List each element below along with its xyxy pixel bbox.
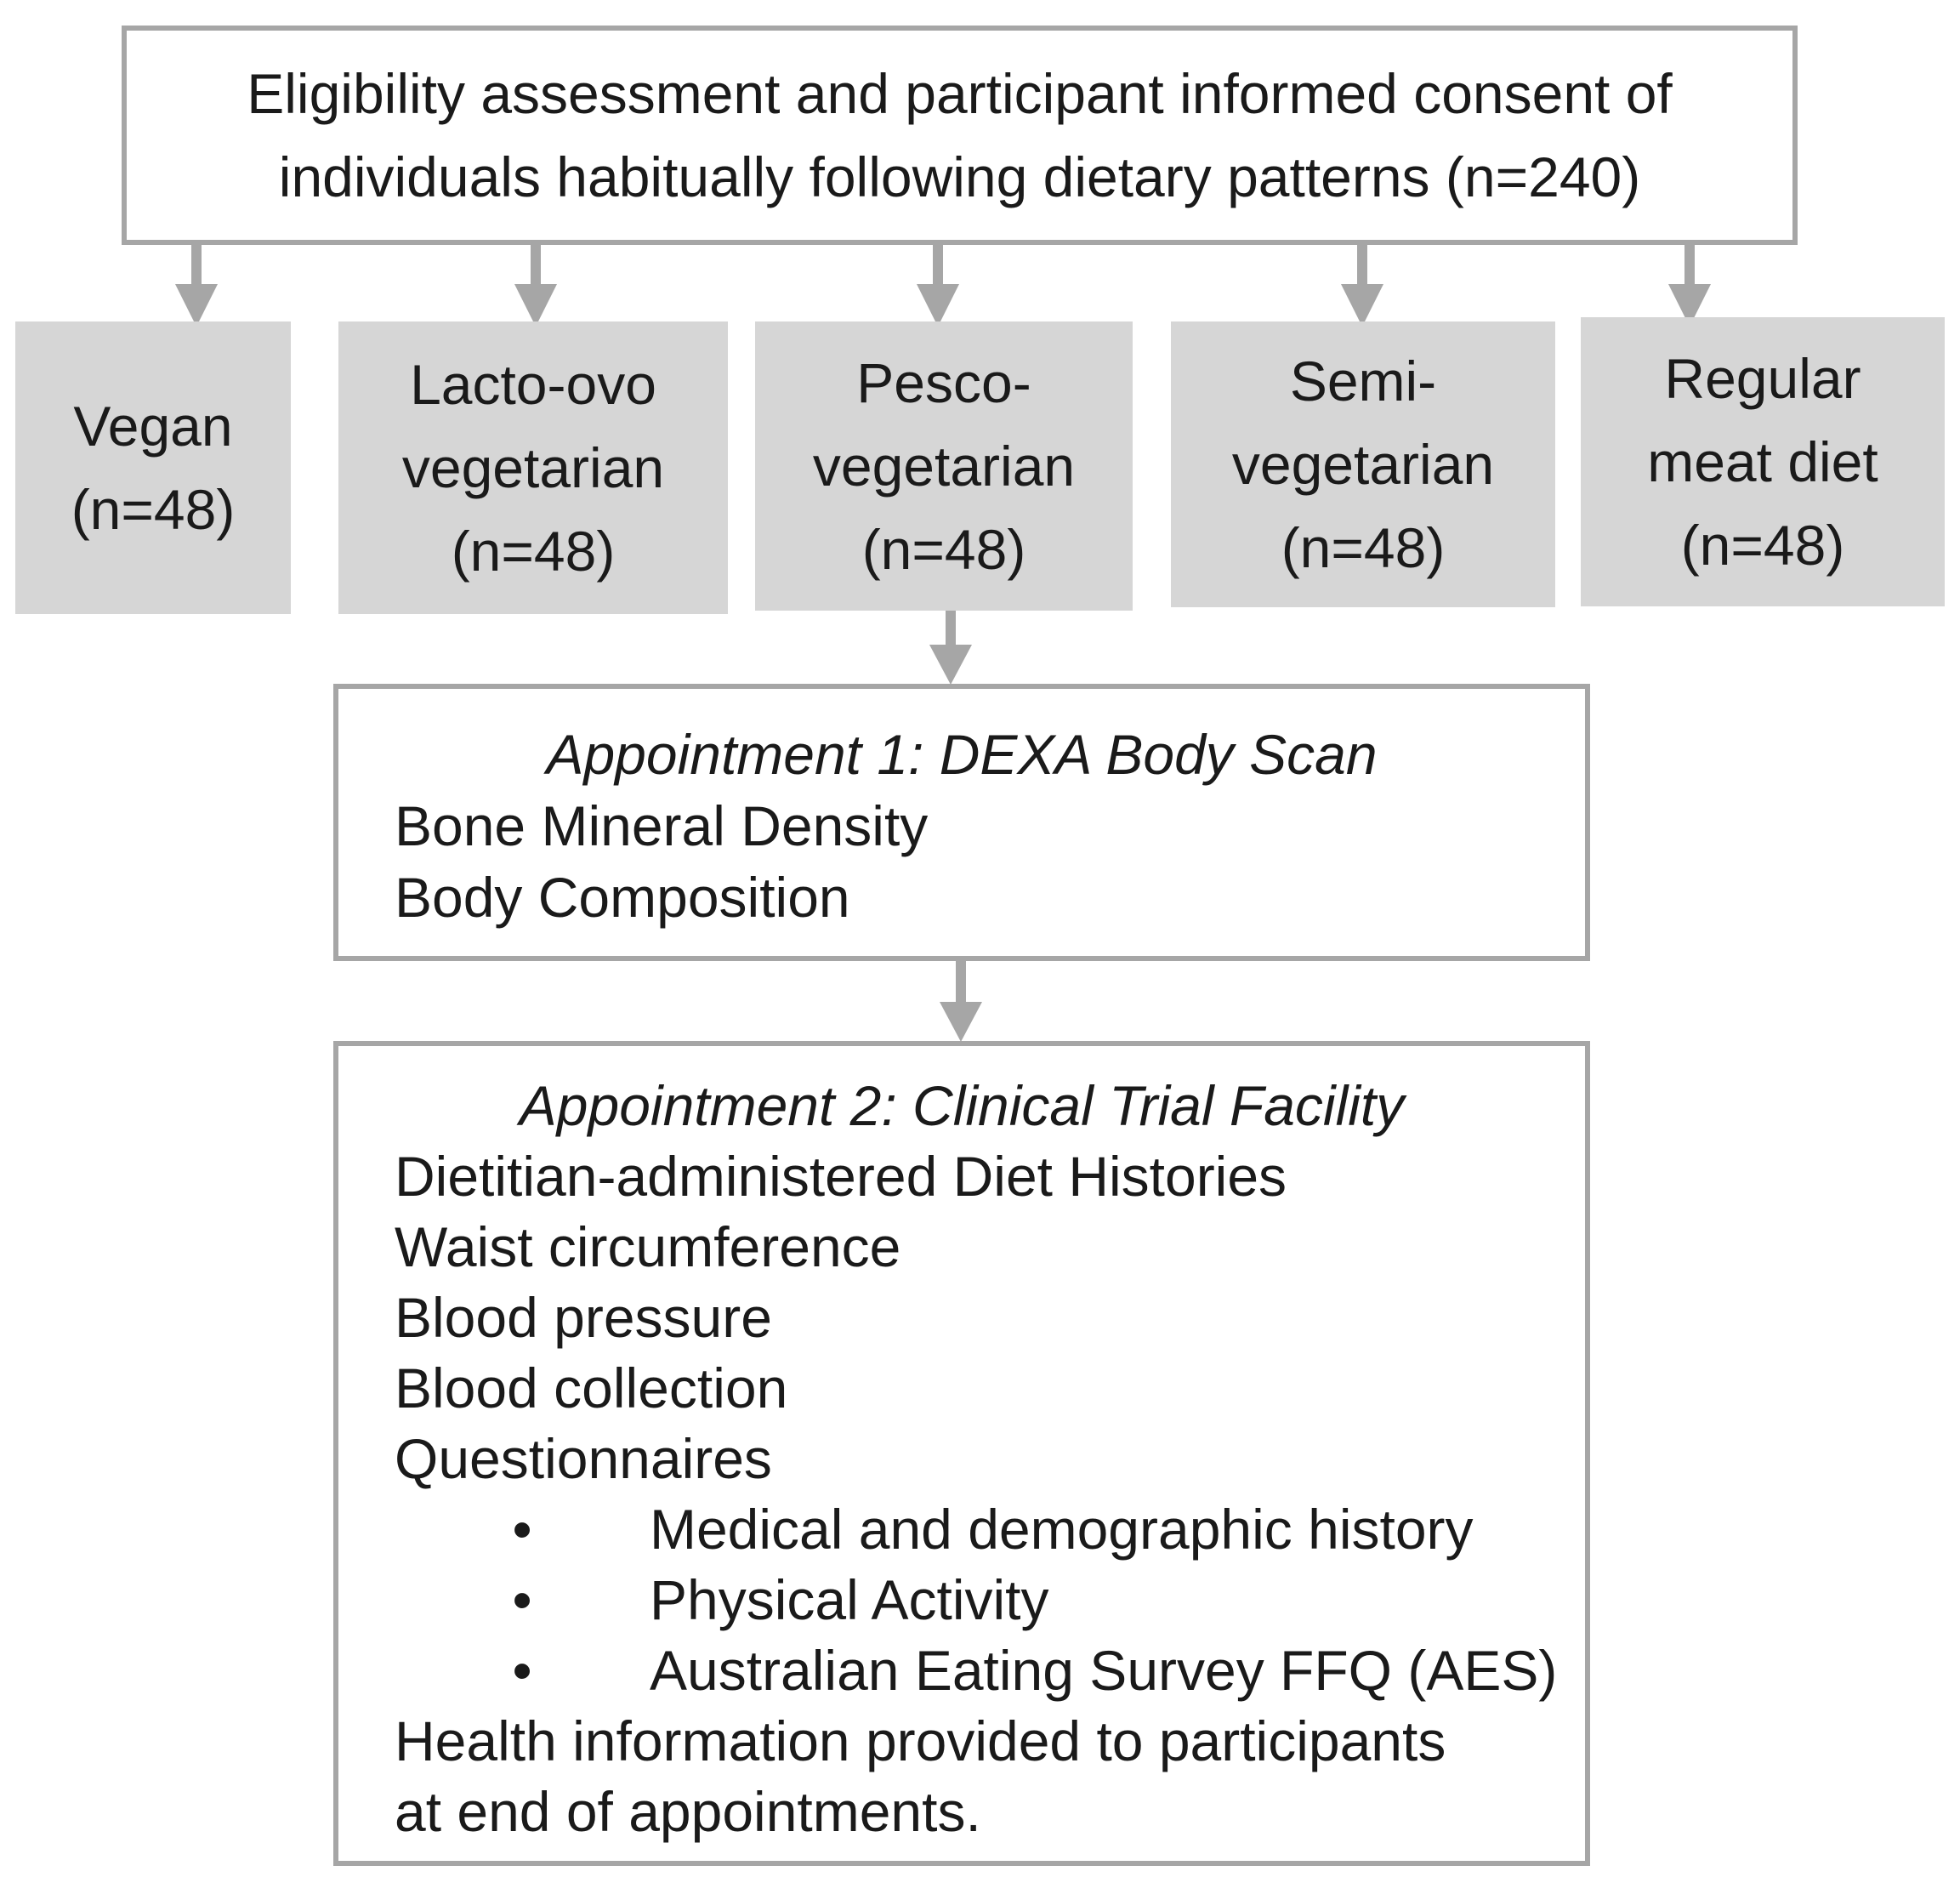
group-count: (n=48)	[1680, 514, 1845, 577]
group-regular-meat-diet	[1581, 317, 1945, 606]
appointment2-item: Blood collection	[395, 1357, 788, 1419]
bullet-item	[395, 1635, 1585, 1706]
group-count: (n=48)	[451, 520, 616, 583]
group-label: Vegan	[73, 395, 233, 458]
appointment2-item: Dietitian-administered Diet Histories	[395, 1145, 1287, 1208]
group-count: (n=48)	[1281, 516, 1446, 579]
appointment1-item: Bone Mineral Density	[395, 794, 929, 857]
appointment1-title: Appointment 1: DEXA Body Scan	[546, 723, 1378, 786]
arrow-to-pesco	[917, 245, 959, 327]
group-count: (n=48)	[861, 518, 1026, 581]
bullet-text: Medical and demographic history	[650, 1498, 1474, 1561]
group-pesco-vegetarian	[755, 321, 1133, 611]
group-semi-vegetarian	[1171, 321, 1555, 607]
eligibility-line-2: individuals habitually following dietary patterns (n=240)	[278, 145, 1641, 208]
group-label: meat diet	[1647, 430, 1878, 493]
group-count: (n=48)	[71, 478, 236, 541]
group-lacto-ovo-vegetarian	[338, 321, 728, 614]
group-label: Semi-	[1289, 350, 1437, 412]
group-label: vegetarian	[401, 436, 665, 499]
appointment1-item: Body Composition	[395, 866, 850, 929]
bullet-text: Australian Eating Survey FFQ (AES)	[650, 1639, 1558, 1702]
group-label: vegetarian	[1231, 433, 1495, 496]
bullet-text: Physical Activity	[650, 1568, 1049, 1631]
eligibility-box	[122, 26, 1798, 245]
appointment2-item: Questionnaires	[395, 1427, 772, 1490]
arrow-to-semi	[1341, 245, 1383, 327]
arrow-to-lacto-ovo	[514, 245, 557, 327]
appointment2-box	[333, 1041, 1590, 1866]
group-label: Lacto-ovo	[410, 353, 656, 416]
eligibility-line-1: Eligibility assessment and participant informed consent of	[247, 62, 1673, 125]
group-label: Regular	[1664, 347, 1861, 410]
arrow-to-appointment2	[940, 961, 982, 1042]
arrow-to-vegan	[175, 245, 218, 327]
arrow-to-regular	[1668, 245, 1711, 327]
bullet-item	[395, 1565, 1585, 1635]
group-label: vegetarian	[812, 435, 1076, 498]
appointment2-footer: Health information provided to participants	[395, 1709, 1446, 1772]
bullet-symbol: •	[512, 1639, 532, 1702]
bullet-symbol: •	[512, 1568, 532, 1631]
appointment2-item: Waist circumference	[395, 1215, 901, 1278]
arrow-to-appointment1	[929, 604, 972, 685]
appointment2-item: Blood pressure	[395, 1286, 772, 1349]
bullet-symbol: •	[512, 1498, 532, 1561]
appointment2-title: Appointment 2: Clinical Trial Facility	[519, 1074, 1405, 1137]
group-label: Pesco-	[856, 351, 1031, 414]
appointment2-footer: at end of appointments.	[395, 1780, 981, 1843]
bullet-item	[395, 1494, 1585, 1565]
appointment1-box	[333, 684, 1590, 961]
group-vegan	[15, 321, 291, 614]
